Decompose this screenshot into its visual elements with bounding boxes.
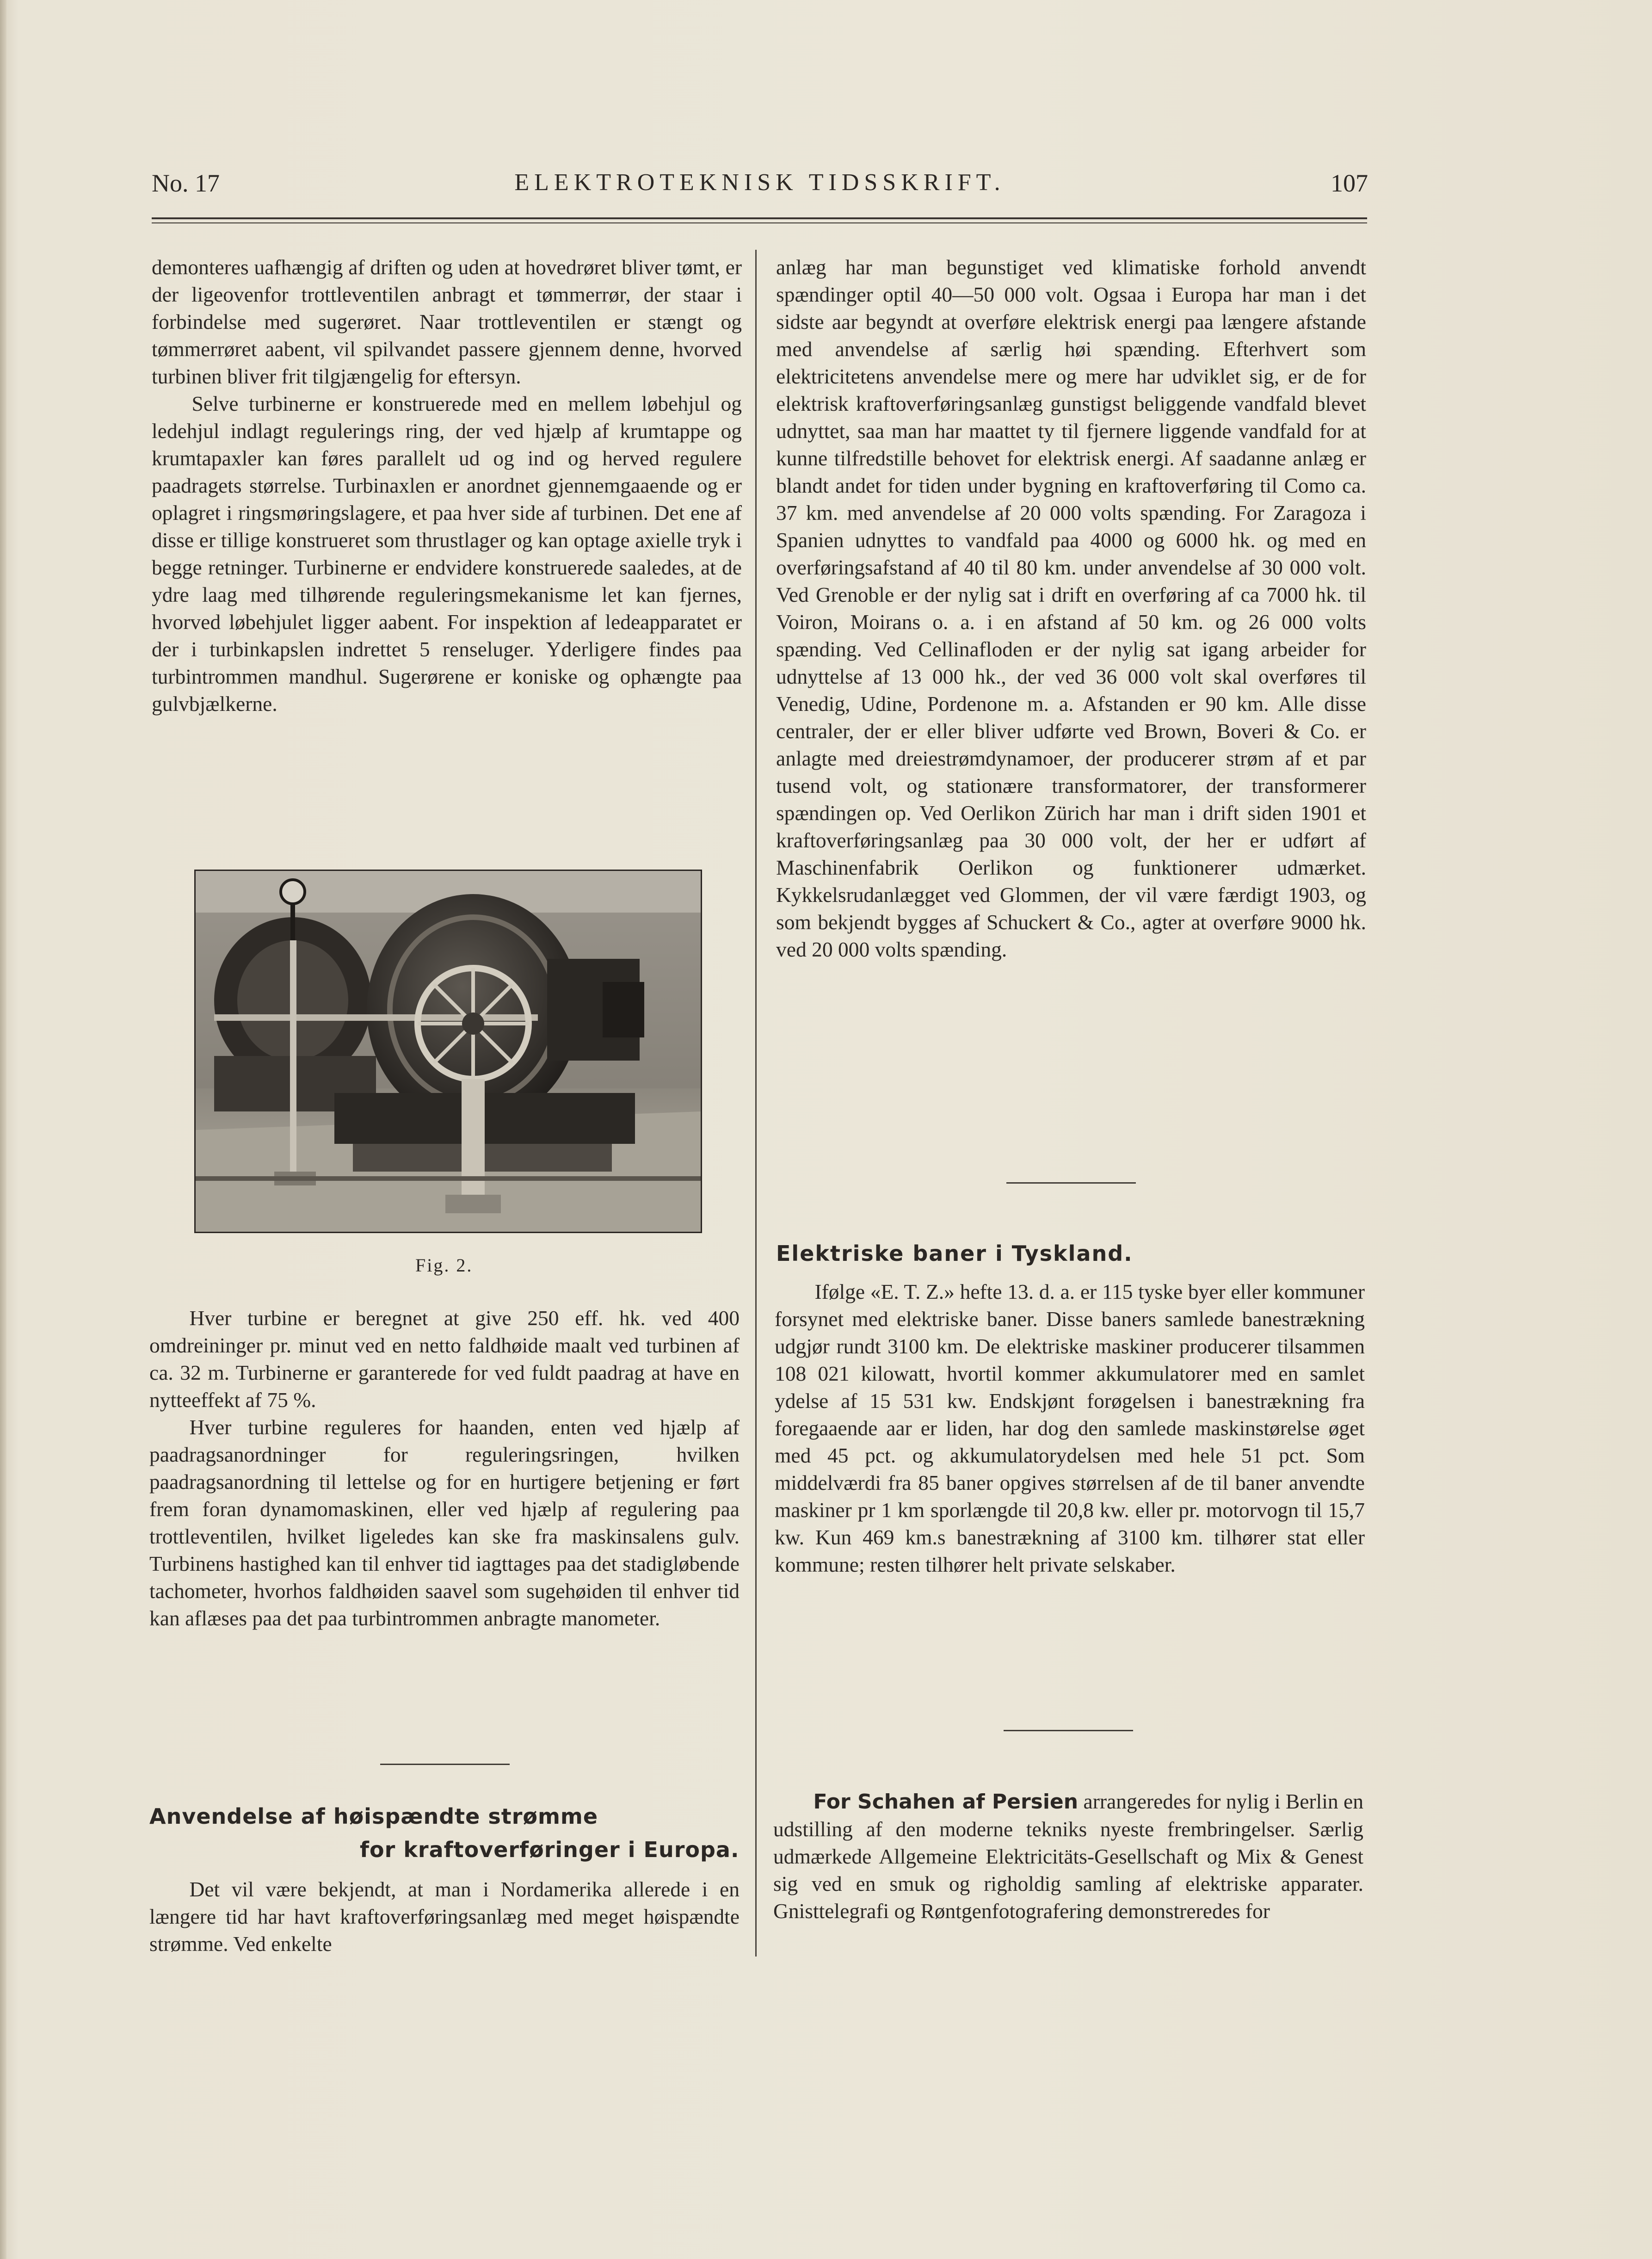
page-edge [0, 0, 6, 2259]
paragraph: demonteres uafhængig af driften og uden at hovedrøret bliver tømt, er der ligeovenfor trottleventilen anbragt et tømmerrør, der staar i forbindelse med sugerøret. Naar trottleventilen er stængt og tømmerrøret aabent, vil spilvandet passere gjennem denne, hvorved turbinen bliver frit tilgjængelig for eftersyn. [152, 255, 742, 388]
paragraph: Ifølge «E. T. Z.» hefte 13. d. a. er 115 tyske byer eller kommuner forsynet med elektriske baner. Disse baners samlede banestrækning udgjør rundt 3100 km. De elektriske maskiner producerer tilsammen 108 021 kilowatt, hvortil kommer akkumulatorer med en samlet ydelse af 15 531 kw. Endskjønt forøgelsen i banestrækning fra foregaaende aar er liden, har dog den samlede maskinstørelse øget med 45 pct. og akkumulatorydelsen med hele 51 pct. Som middelværdi fra 85 baner opgives størrelsen af de til baner anvendte maskiner pr 1 km sporlængde til 20,8 kw. eller pr. motorvogn til 15,7 kw. Kun 469 km.s banestrækning af 3100 km. tilhører stat eller kommune; resten tilhører helt private selskaber. [775, 1280, 1365, 1576]
left-column-top [152, 253, 742, 717]
header-rule-thick [152, 217, 1367, 219]
paragraph: anlæg har man begunstiget ved klimatiske forhold anvendt spændinger optil 40—50 000 volt. Ogsaa i Europa har man i det sidste aar begyndt at overføre elektrisk energi paa længere afstande med anvendelse af særlig høi spænding. Efterhvert som elektricitetens anvendelse mere og mere har udviklet sig, er de for elektrisk kraftoverføringsanlæg gunstigst beliggende vandfald blevet udnyttet, saa man har maattet ty til fjernere liggende vandfald for at kunne tilfredstille behovet for elektrisk energi. Af saadanne anlæg er blandt andet for tiden under bygning en kraftoverføring til Como ca. 37 km. med anvendelse af 20 000 volts spænding. For Zaragoza i Spanien udnyttes to vandfald paa 4000 og 6000 hk. og med en overføringsafstand af 40 til 80 km. under anvendelse af 30 000 volt. Ved Grenoble er der nylig sat i drift en overføring af ca 7000 hk. til Voiron, Moirans o. a. i en afstand af 50 km. og 26 000 volts spænding. Ved Cellinafloden er der nylig sat igang arbeider for udnyttelse af 13 000 hk., der ved 36 000 volt skal overføres til Venedig, Udine, Pordenone m. a. Afstanden er 90 km. Alle disse centraler, der er eller bliver udførte ved Brown, Boveri & Co. er anlagte med dreiestrømdynamoer, der producerer strøm af et par tusend volt, og stationære transformatorer, der transformerer spændingen op. Ved Oerlikon Zürich har man i drift siden 1901 et kraftoverføringsanlæg paa 30 000 volt, der her er udført af Maschinenfabrik Oerlikon og funktionerer udmærket. Kykkelsrudanlægget ved Glommen, der vil være færdigt 1903, og som bekjendt bygges af Schuckert & Co., agter at overføre 9000 hk. ved 20 000 volts spænding. [776, 255, 1366, 961]
section-separator [380, 1764, 510, 1765]
turbine-machine-illustration [196, 871, 701, 1232]
left-column-middle [149, 1304, 740, 1632]
section-separator [1006, 1182, 1136, 1184]
section-heading-line2: for kraftoverføringer i Europa. [360, 1837, 740, 1862]
paragraph: Selve turbinerne er konstruerede med en mellem løbehjul og ledehjul indlagt regulerings ring, der ved hjælp af krumtappe og krumtapaxler kan føres parallelt ud og ind og herved regulere paadragets størrelse. Turbinaxlen er anordnet gjennemgaaende og er oplagret i ringsmøringslagere, et paa hver side af turbinen. Det ene af disse er tillige konstrueret som thrustlager og kan optage axielle tryk i begge retninger. Turbinerne er endvidere konstruerede saaledes, at de ydre laag med tilhørende reguleringsmekanisme let kan fjernes, hvorved løbehjulet ligger aabent. For inspektion af ledeapparatet er der i turbinkapslen indrettet 5 renseluger. Yderligere findes paa turbintrommen mandhul. Sugerørene er koniske og ophængte paa gulvbjælkerne. [152, 392, 742, 716]
column-divider [755, 250, 757, 1957]
figure-caption: Fig. 2. [415, 1255, 473, 1276]
page-number: 107 [1331, 169, 1368, 197]
paragraph-text: arrangeredes for nylig i Berlin en udstilling af den moderne tekniks nyeste frembringelser. Særlig udmærkede Allgemeine Elektricitäts-Gesellschaft og Mix & Genest sig ved en smuk og righoldig samling af elektriske apparater. Gnisttelegrafi og Røntgenfotografering demonstreredes for [773, 1790, 1363, 1923]
right-column-top [776, 253, 1366, 963]
right-column-middle [775, 1278, 1365, 1578]
running-header [152, 169, 1368, 201]
issue-number: No. 17 [152, 169, 220, 197]
journal-title: ELEKTROTEKNISK TIDSSKRIFT. [514, 169, 1005, 196]
right-column-bottom [773, 1788, 1363, 1925]
turbine-photograph [194, 870, 702, 1233]
section-separator [1004, 1730, 1133, 1731]
section-heading: Elektriske baner i Tyskland. [776, 1241, 1133, 1266]
run-in-heading: For Schahen af Persien [813, 1790, 1079, 1814]
section-heading-line1: Anvendelse af høispændte strømme [149, 1804, 598, 1829]
paragraph: Hver turbine er beregnet at give 250 eff. hk. ved 400 omdreininger pr. minut ved en netto faldhøide maalt ved turbinen af ca. 32 m. Turbinerne er garanterede for ved fuldt paadrag at have en nytteeffekt af 75 %. [149, 1306, 740, 1412]
paragraph: Hver turbine reguleres for haanden, enten ved hjælp af paadragsanordninger for reguleringsringen, hvilken paadragsanordning til lettelse og for en hurtigere betjening er ført frem foran dynamomaskinen, eller ved hjælp af regulering paa trottleventilen, hvilket ligeledes kan ske fra maskinsalens gulv. Turbinens hastighed kan til enhver tid iagttages paa det stadigløbende tachometer, hvorhos faldhøiden saavel som sugehøiden til enhver tid kan aflæses paa det paa turbintrommen anbragte manometer. [149, 1415, 740, 1630]
left-column-bottom [149, 1876, 740, 1957]
paragraph: Det vil være bekjendt, at man i Nordamerika allerede i en længere tid har havt kraftoverføringsanlæg med meget høispændte strømme. Ved enkelte [149, 1877, 740, 1956]
paragraph [773, 1788, 1363, 1925]
header-rule-thin [152, 222, 1367, 223]
